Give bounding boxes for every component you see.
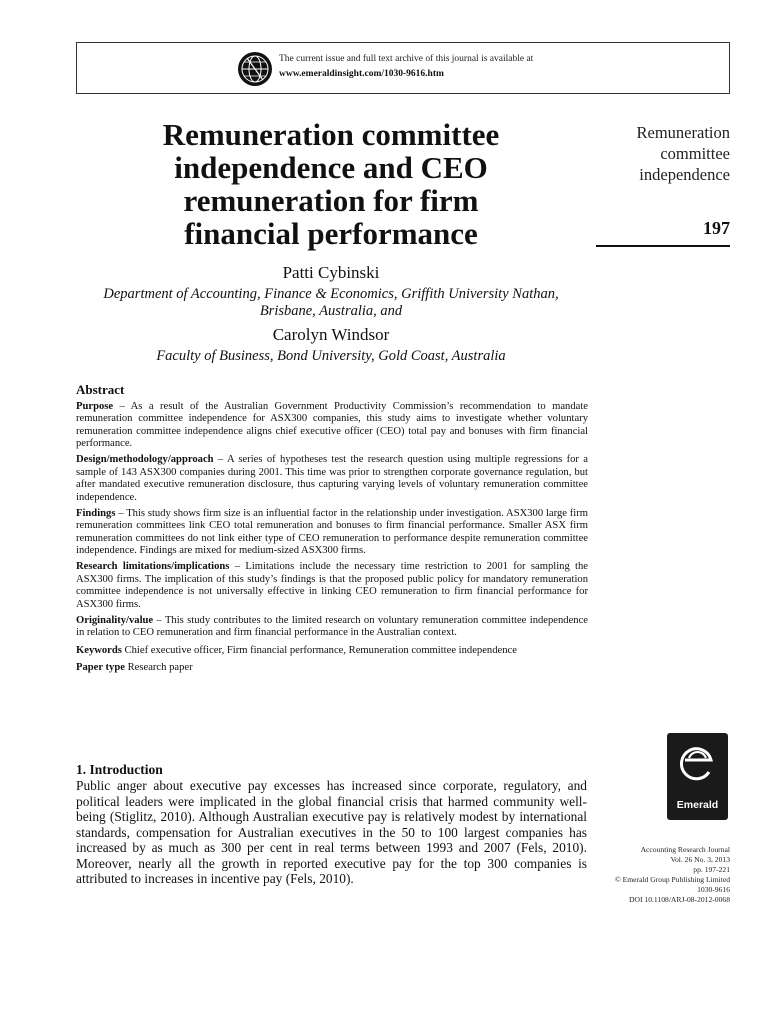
abstract-limitations	[76, 561, 588, 611]
running-head	[596, 122, 730, 185]
section-text: Research paper	[124, 662, 193, 673]
introduction-body: Public anger about executive pay excesses has increased since corporate, regulatory, and political leaders were implicated in the global financial crisis that harmed community well-being (Stiglitz, 2010). Although Australian executive pay is relatively modest by international standards, compensation for Australian executives in the 50 to 100 largest companies has increased by as much as 300 per cent in real terms between 1993 and 2007 (Fels, 2010). Moreover, nearly all the growth in reported executive pay for the top 300 companies is attributed to increases in incentive pay (Fels, 2010).	[76, 778, 587, 886]
abstract-purpose	[76, 401, 588, 451]
section-label: Keywords	[76, 644, 122, 656]
emerald-e-icon	[675, 742, 720, 794]
author-name: Carolyn Windsor	[272, 325, 390, 344]
abstract	[76, 384, 588, 678]
section-label: Research limitations/implications	[76, 561, 230, 572]
section-label: Originality/value	[76, 614, 154, 626]
affiliation-line: Brisbane, Australia, and	[259, 303, 403, 319]
banner-text: The current issue and full text archive of this journal is available at	[279, 54, 534, 64]
title-line: remuneration for firm	[183, 183, 479, 218]
abstract-paper-type	[76, 662, 588, 675]
section-label: Purpose	[76, 400, 114, 412]
emerald-logo-text: Emerald	[676, 799, 719, 811]
affiliation-line: Department of Accounting, Finance & Economics, Griffith University Nathan,	[103, 286, 559, 302]
journal-info-line: 1030-9616	[697, 885, 730, 894]
abstract-heading: Abstract	[76, 382, 125, 397]
page-number: 197	[703, 218, 730, 238]
journal-availability-banner	[76, 42, 730, 94]
section-label: Design/methodology/approach	[76, 454, 214, 465]
abstract-originality	[76, 615, 588, 640]
page-number-rule	[596, 245, 730, 247]
section-text: – Limitations include the necessary time restriction to 2001 for sampling the ASX300 firms. The implication of this study’s findings is that the proposed public policy for mandatory remuneration committee independence is not universally effective in linking CEO remuneration to firm financial performance for ASX300 firms.	[76, 561, 588, 610]
title-line: independence and CEO	[174, 150, 488, 185]
running-head-line: committee	[660, 144, 730, 163]
section-text: – This study contributes to the limited research on voluntary remuneration committee independence in relation to CEO remuneration and firm financial performance in the Australian context.	[76, 614, 588, 638]
section-text: – This study shows firm size is an influential factor in the relationship under investigation. ASX300 large firm remuneration committees link CEO total remuneration and bonuses to firm financial performance. Smaller ASX firm remuneration committees do not link either type of CEO remuneration to performance despite remuneration committee independence. Findings are mixed for medium-sized ASX300 firms.	[76, 507, 588, 556]
section-text: – As a result of the Australian Government Productivity Commission’s recommendation to mandate remuneration committee independence for ASX300 companies, this study aims to investigate whether voluntary remuneration committee independence aligns chief executive officer (CEO) total pay and bonuses with firm financial performance.	[76, 400, 588, 449]
journal-info-line: pp. 197-221	[693, 865, 730, 874]
abstract-design	[76, 454, 588, 504]
section-text: – A series of hypotheses test the research question using multiple regressions for a sample of 143 ASX300 companies during 2001. This time was prior to strengthen corporate governance regulation, but after mandated executive remuneration disclosure, thus capturing varying levels of voluntary remuneration committee independence.	[76, 454, 588, 503]
author-affiliation	[76, 348, 586, 365]
banner-url-link[interactable]: www.emeraldinsight.com/1030-9616.htm	[279, 69, 444, 79]
abstract-findings	[76, 508, 588, 558]
section-text: Chief executive officer, Firm financial performance, Remuneration committee independence	[121, 644, 517, 656]
journal-info	[580, 845, 730, 905]
running-head-line: Remuneration	[636, 123, 730, 142]
globe-icon	[237, 51, 273, 87]
author-affiliation	[76, 286, 586, 320]
affiliation-line: Faculty of Business, Bond University, Gold Coast, Australia	[156, 348, 506, 364]
emerald-logo	[667, 733, 728, 820]
title-line: Remuneration committee	[162, 117, 500, 152]
abstract-keywords	[76, 645, 588, 658]
journal-info-line: © Emerald Group Publishing Limited	[614, 875, 730, 884]
journal-info-line: DOI 10.1108/ARJ-08-2012-0068	[629, 895, 730, 904]
journal-info-line: Vol. 26 No. 3, 2013	[670, 855, 730, 864]
introduction-heading: 1. Introduction	[76, 762, 163, 777]
section-label: Findings	[76, 507, 116, 519]
running-head-line: independence	[639, 165, 730, 184]
title-line: financial performance	[184, 216, 478, 251]
journal-info-line: Accounting Research Journal	[640, 845, 730, 854]
article-title	[76, 118, 586, 250]
section-label: Paper type	[76, 662, 125, 673]
author-name: Patti Cybinski	[282, 263, 380, 282]
